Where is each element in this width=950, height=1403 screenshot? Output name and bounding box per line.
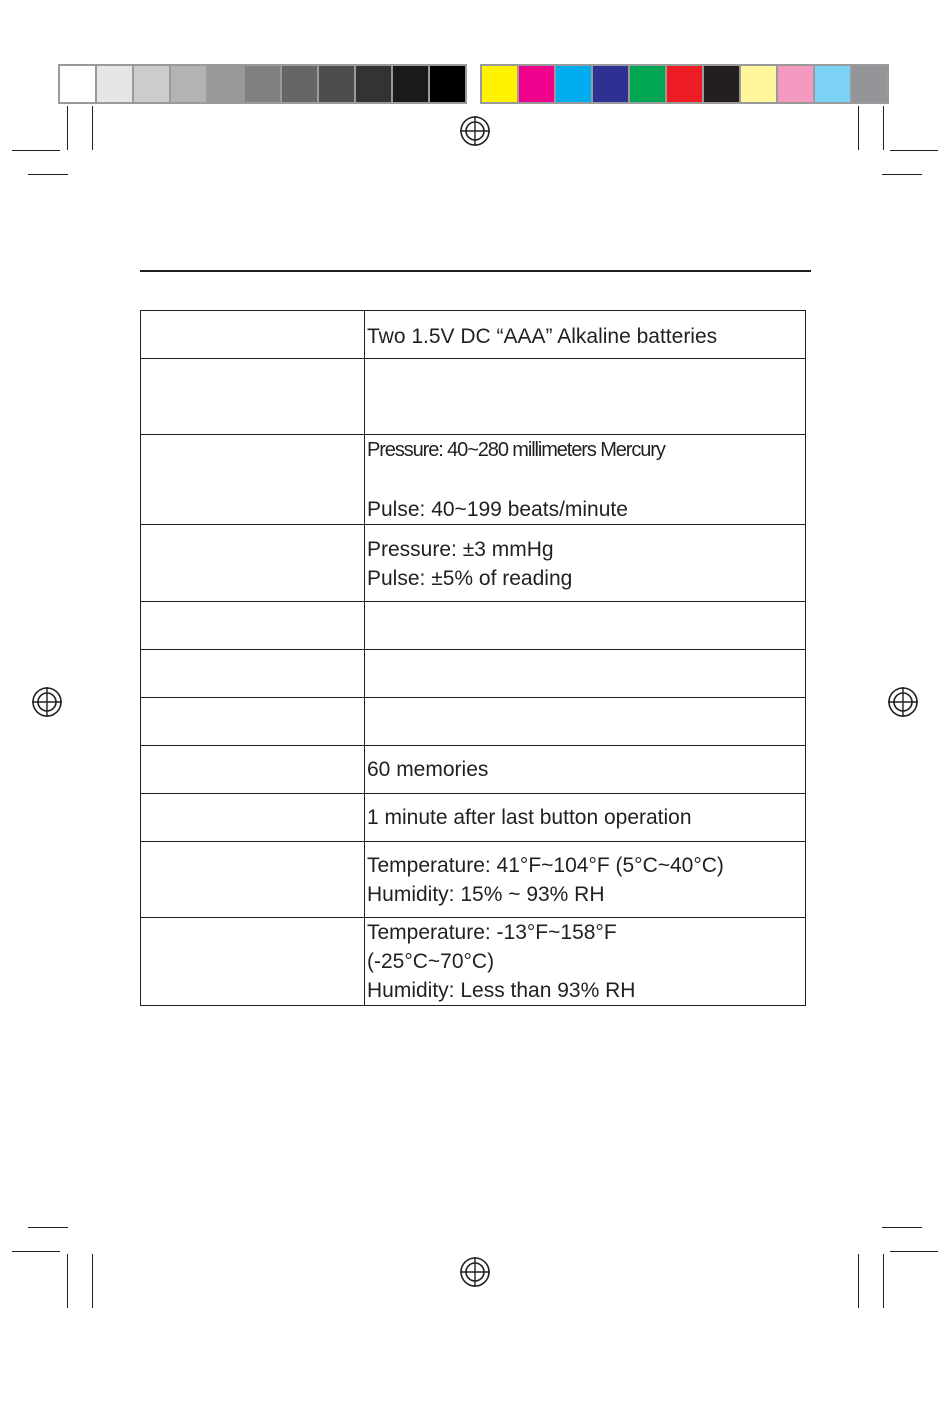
crop-mark bbox=[67, 1254, 68, 1308]
registration-mark-icon bbox=[887, 686, 919, 718]
process-color-bar bbox=[480, 64, 889, 104]
label-cell bbox=[141, 842, 365, 918]
gray-swatch bbox=[430, 66, 465, 102]
registration-mark-icon bbox=[459, 1256, 491, 1288]
gray-swatch bbox=[60, 66, 95, 102]
label-cell bbox=[141, 311, 365, 359]
label-cell bbox=[141, 746, 365, 794]
heading-rule bbox=[140, 270, 811, 272]
crop-mark bbox=[28, 1227, 68, 1228]
table-row bbox=[141, 435, 806, 525]
gray-swatch bbox=[393, 66, 428, 102]
value-cell bbox=[365, 650, 806, 698]
table-row bbox=[141, 698, 806, 746]
registration-mark-icon bbox=[31, 686, 63, 718]
crop-mark bbox=[28, 174, 68, 175]
color-swatch bbox=[593, 66, 628, 102]
crop-mark bbox=[858, 1254, 859, 1308]
crop-mark bbox=[883, 106, 884, 150]
value-cell bbox=[365, 746, 806, 794]
table-row bbox=[141, 650, 806, 698]
color-swatch bbox=[630, 66, 665, 102]
label-cell bbox=[141, 435, 365, 525]
label-cell bbox=[141, 698, 365, 746]
table-row bbox=[141, 746, 806, 794]
cell-text: 1 minute after last button operation bbox=[367, 806, 692, 829]
crop-mark bbox=[882, 1227, 922, 1228]
value-cell bbox=[365, 311, 806, 359]
table-row bbox=[141, 311, 806, 359]
color-swatch bbox=[815, 66, 850, 102]
table-row bbox=[141, 842, 806, 918]
color-swatch bbox=[704, 66, 739, 102]
crop-mark bbox=[890, 1251, 938, 1252]
color-swatch bbox=[519, 66, 554, 102]
color-swatch bbox=[482, 66, 517, 102]
label-cell bbox=[141, 794, 365, 842]
crop-mark bbox=[92, 106, 93, 150]
color-swatch bbox=[667, 66, 702, 102]
label-cell bbox=[141, 359, 365, 435]
gray-swatch bbox=[356, 66, 391, 102]
cell-text: 60 memories bbox=[367, 758, 489, 781]
gray-swatch bbox=[208, 66, 243, 102]
crop-mark bbox=[858, 106, 859, 150]
cell-text: Pressure: ±3 mmHg Pulse: ±5% of reading bbox=[367, 538, 573, 590]
crop-mark bbox=[92, 1254, 93, 1308]
value-cell bbox=[365, 602, 806, 650]
gray-swatch bbox=[319, 66, 354, 102]
color-swatch bbox=[741, 66, 776, 102]
table-row bbox=[141, 918, 806, 1006]
value-cell bbox=[365, 359, 806, 435]
cell-text: Pressure: 40~280 millimeters Mercury bbox=[367, 439, 665, 461]
value-cell bbox=[365, 918, 806, 1006]
cell-text: Temperature: -13°F~158°F (-25°C~70°C) Humidity: Less than 93% RH bbox=[367, 921, 636, 1002]
cell-text: Pulse: 40~199 beats/minute bbox=[367, 498, 628, 521]
cell-text: Temperature: 41°F~104°F (5°C~40°C) Humidity: 15% ~ 93% RH bbox=[367, 854, 724, 906]
grayscale-color-bar bbox=[58, 64, 467, 104]
value-cell bbox=[365, 794, 806, 842]
color-swatch bbox=[556, 66, 591, 102]
crop-mark bbox=[12, 1251, 60, 1252]
value-cell bbox=[365, 435, 806, 525]
value-cell bbox=[365, 698, 806, 746]
crop-mark bbox=[883, 1254, 884, 1308]
value-cell bbox=[365, 525, 806, 602]
color-swatch bbox=[852, 66, 887, 102]
registration-mark-icon bbox=[459, 115, 491, 147]
gray-swatch bbox=[134, 66, 169, 102]
crop-mark bbox=[67, 106, 68, 150]
gray-swatch bbox=[97, 66, 132, 102]
value-cell bbox=[365, 842, 806, 918]
line-gap bbox=[367, 465, 805, 495]
crop-mark bbox=[882, 174, 922, 175]
table-row bbox=[141, 602, 806, 650]
cell-text: Two 1.5V DC “AAA” Alkaline batteries bbox=[367, 325, 718, 348]
table-row bbox=[141, 794, 806, 842]
color-swatch bbox=[778, 66, 813, 102]
gray-swatch bbox=[171, 66, 206, 102]
specifications-table bbox=[140, 310, 806, 1006]
gray-swatch bbox=[245, 66, 280, 102]
gray-swatch bbox=[282, 66, 317, 102]
table-row bbox=[141, 359, 806, 435]
label-cell bbox=[141, 602, 365, 650]
label-cell bbox=[141, 918, 365, 1006]
crop-mark bbox=[890, 150, 938, 151]
table-row bbox=[141, 525, 806, 602]
label-cell bbox=[141, 525, 365, 602]
crop-mark bbox=[12, 150, 60, 151]
label-cell bbox=[141, 650, 365, 698]
